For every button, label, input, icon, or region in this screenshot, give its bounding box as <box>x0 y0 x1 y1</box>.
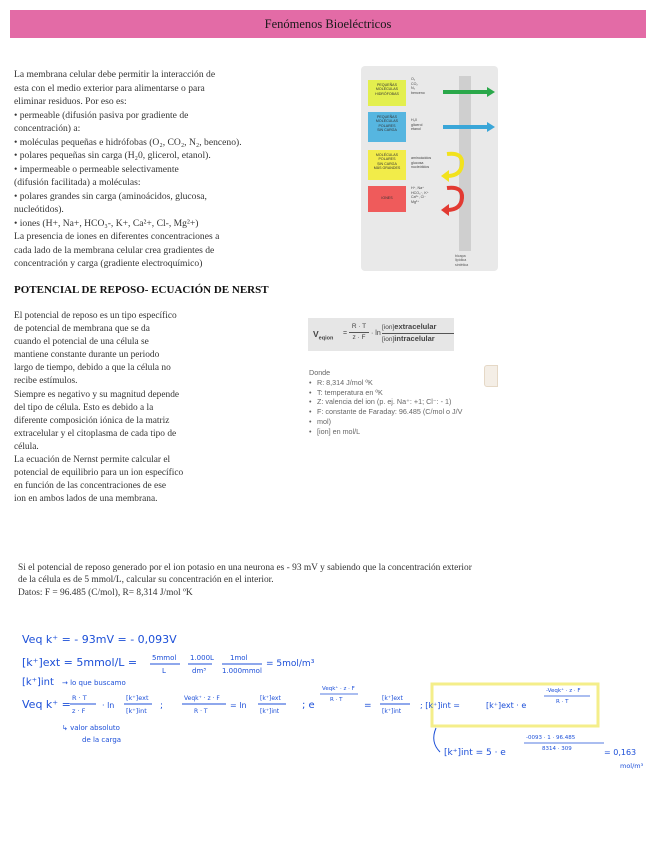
formula-v: V <box>313 329 319 339</box>
label-line: O₂ <box>411 77 416 81</box>
intro-line: concentración) a: <box>14 123 81 134</box>
intro-line: concentración y carga (gradiente electroquímico) <box>14 258 203 269</box>
box-line: SIN CARGA <box>377 127 397 132</box>
label-line: N₂ <box>411 86 415 91</box>
reposo-line: ion en ambos lados de una membrana. <box>14 494 158 505</box>
donde-item: • T: temperatura en ºK <box>309 388 499 398</box>
hw-result-exp-num: -0093 · 1 · 96.485 <box>526 735 576 741</box>
formula-ion-den: [ion] <box>382 336 395 343</box>
reposo-line: extracelular y el citoplasma de cada tipo de <box>14 428 177 439</box>
reposo-line: recibe estímulos. <box>14 376 78 387</box>
label-line: H₂0 <box>411 118 417 122</box>
box-line: MOLÉCULAS <box>375 153 399 157</box>
hw-conv1-num: 1.000L <box>190 654 214 662</box>
intro-line: nucleótidos). <box>14 204 64 215</box>
reposo-line: del tipo de célula. Esto es debido a la <box>14 402 154 413</box>
hw-neg-sup-den: R · T <box>556 699 569 705</box>
reposo-line: en función de las concentraciones de ese <box>14 481 167 492</box>
page-title: Fenómenos Bioeléctricos <box>264 17 392 31</box>
formula-ln: · ln <box>371 330 381 337</box>
label-line: aminoácidos <box>411 156 432 160</box>
reposo-line: cuando el potencial de una célula se <box>14 337 149 348</box>
box-line: MOLÉCULAS <box>375 87 399 92</box>
label-line: Ca²⁺, Cl⁻ <box>411 195 426 200</box>
intro-line: La presencia de iones en diferentes concentraciones a <box>14 231 220 242</box>
hw-ratio-num: [k⁺]ext <box>260 695 281 702</box>
hw-result-value: = 0,163 <box>604 748 637 757</box>
donde-item-continued: • mol) <box>309 417 499 427</box>
box-line: MOLÉCULAS <box>375 119 399 124</box>
hw-hook-arrow <box>434 728 440 752</box>
hw-e-sup-den: R · T <box>330 697 343 703</box>
bilayer-label-line: bicapa <box>455 254 466 258</box>
intro-line: eliminar residuos. Por eso es: <box>14 96 127 107</box>
box-line: PEQUEÑAS <box>377 115 397 119</box>
intro-line: • polares grandes sin carga (aminoácidos, glucosa, <box>14 190 207 202</box>
box-line: IONES <box>381 196 393 200</box>
reposo-line: El potencial de reposo es un tipo específico <box>14 311 177 321</box>
hw-kext-num: 5mmol <box>152 654 177 662</box>
hw-conv2-den: 1.000mmol <box>222 667 262 675</box>
hw-eq2: = <box>364 701 372 711</box>
label-line: glucosa <box>411 160 424 165</box>
box-line: PEQUEÑAS <box>377 83 397 87</box>
reposo-line: Siempre es negativo y su magnitud depende <box>14 389 180 400</box>
intro-line: • iones (H+, Na+, HCO₃-, K+, Ca²+, Cl-, Mg²+) <box>14 217 199 229</box>
hw-result-exp-den: 8314 · 309 <box>542 746 572 752</box>
section-heading-reposo: POTENCIAL DE REPOSO- ECUACIÓN DE NERST <box>14 284 269 296</box>
label-line: CO₂ <box>411 81 418 86</box>
hw-rt: R · T <box>72 694 87 702</box>
intro-line: cada lado de la membrana celular crea gradientes de <box>14 244 215 256</box>
hw-sep: ; <box>160 701 164 711</box>
hw-exp-num: Veqk⁺ · z · F <box>184 695 220 702</box>
reposo-line: de potencial de membrana que se da <box>14 324 150 335</box>
hw-result-lhs: [k⁺]int = 5 · e <box>444 748 506 758</box>
formula-rt: R · T <box>349 322 369 333</box>
intro-line: • moléculas pequeñas e hidrófobas (O₂, CO₂, N₂, benceno). <box>14 136 242 148</box>
intro-line: La membrana celular debe permitir la interacción de <box>14 69 216 80</box>
formula-equals: = <box>343 330 348 337</box>
donde-item: • Z: valencia del ion (p. ej. Na⁺: +1; Cl⁻: - 1) <box>309 397 499 407</box>
box-line: POLARES <box>378 157 396 162</box>
hw-result-unit: mol/m³ <box>620 762 644 770</box>
hw-e: ; e <box>302 700 315 711</box>
reposo-line: mantiene constante durante un periodo <box>14 350 160 361</box>
label-line: etanol <box>411 127 421 132</box>
hw-kext-e: [k⁺]ext · e <box>486 701 527 710</box>
formula-zf: z · F <box>352 334 366 341</box>
reposo-line: potencial de equilibrio para un ion específico <box>14 468 184 479</box>
label-line: H⁺, Na⁺ <box>411 186 424 190</box>
label-line: nucleótidos <box>411 165 430 170</box>
hw-conv2-num: 1mol <box>230 654 248 662</box>
label-line: Mg²⁺ <box>411 199 420 204</box>
hw-abs-note2: de la carga <box>82 736 122 744</box>
formula-int: intracelular <box>394 334 435 343</box>
problem-line: Datos: F = 96.485 (C/mol), R= 8,314 J/mol ºK <box>18 587 193 598</box>
intro-line: • impermeable o permeable selectivamente <box>14 163 179 175</box>
hw-neg-sup: -Veqk⁺ · z · F <box>546 688 581 694</box>
intro-line: • polares pequeñas sin carga (H₂0, glicerol, etanol). <box>14 150 211 161</box>
reposo-line: célula. <box>14 441 39 452</box>
formula-ext: extracelular <box>394 322 437 331</box>
reposo-line: La ecuación de Nernst permite calcular el <box>14 455 171 466</box>
donde-item: • R: 8,314 J/mol ºK <box>309 378 499 388</box>
hw-nernst-lhs: Veq k⁺ = <box>22 698 71 711</box>
hw-kext-result: = 5mol/m³ <box>266 659 315 669</box>
reposo-line: largo de tiempo, debido a que la célula no <box>14 363 171 374</box>
donde-item: • F: constante de Faraday: 96.485 (C/mol o J/V <box>309 407 499 417</box>
bilayer-label-line: lipídica <box>455 258 467 263</box>
box-line: HIDRÓFOBAS <box>375 91 399 96</box>
box-line: SIN CARGA <box>377 161 397 166</box>
intro-line: • permeable (difusión pasiva por gradiente de <box>14 109 189 121</box>
hw-kint: [k⁺]int <box>22 677 54 688</box>
problem-line: de la célula es de 5 mmol/L, calcular su concentración en el interior. <box>18 575 274 586</box>
hw-line-kext: [k⁺]ext = 5mmol/L = <box>22 656 138 669</box>
donde-title: Donde <box>309 368 331 377</box>
formula-ion-num: [ion] <box>382 324 395 331</box>
box-line: MÁS GRANDES <box>373 165 401 170</box>
hw-kint-frac: [k⁺]int <box>126 707 147 715</box>
hw-kint-note: → lo que buscamo <box>62 679 126 687</box>
intro-line: (difusión facilitada) a moléculas: <box>14 177 141 188</box>
reposo-line: diferente composición iónica de la matriz <box>14 415 170 426</box>
hw-ln: · ln <box>102 701 115 710</box>
label-line: HCO₃⁻, K⁺ <box>411 190 429 195</box>
hw-line-veq: Veq k⁺ = - 93mV = - 0,093V <box>22 633 177 646</box>
hw-zf: z · F <box>72 707 86 715</box>
hw-ratio2-den: [k⁺]int <box>382 708 402 715</box>
problem-line: Si el potencial de reposo generado por el ion potasio en una neurona es - 93 mV y sabiendo que la concentración exterior <box>18 563 472 573</box>
hw-kint-eq: ; [k⁺]int = <box>420 701 461 710</box>
hw-exp-den: R · T <box>194 708 208 715</box>
formula-eq-sub: eq <box>318 335 326 342</box>
hw-ratio-den: [k⁺]int <box>260 708 280 715</box>
label-line: benceno <box>411 90 425 95</box>
hw-eq-ln: = ln <box>230 701 247 710</box>
formula-ion-sub: ion <box>325 335 334 342</box>
hw-ratio2-num: [k⁺]ext <box>382 695 403 702</box>
intro-line: esta con el medio exterior para alimentarse o para <box>14 82 205 94</box>
hw-abs-note: ↳ valor absoluto <box>62 724 120 732</box>
bilayer-label-line: sintética <box>455 262 469 267</box>
hw-kext-den: L <box>162 667 166 675</box>
label-line: glicerol <box>411 122 423 127</box>
box-line: POLARES <box>378 123 396 128</box>
hw-e-sup: Veqk⁺ · z · F <box>322 686 355 692</box>
hw-kext-frac: [k⁺]ext <box>126 694 149 702</box>
hw-conv1-den: dm³ <box>192 667 207 675</box>
donde-item: • [ion] en mol/L <box>309 427 499 437</box>
